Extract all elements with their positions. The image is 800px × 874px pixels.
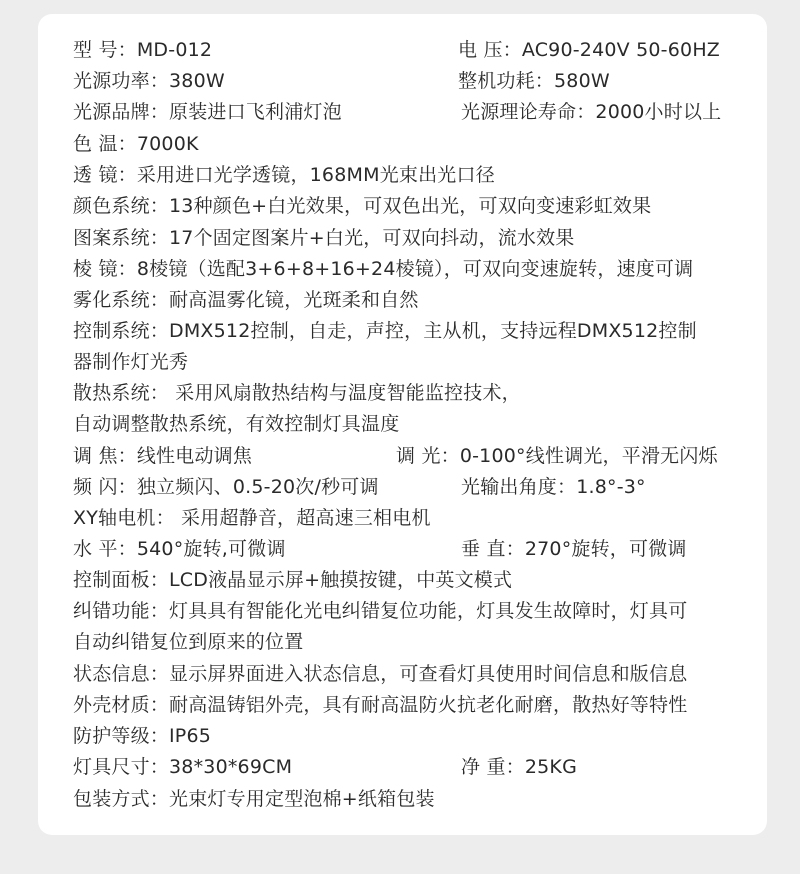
spec-color-temp: 色 温：7000K — [73, 133, 199, 155]
spec-strobe: 频 闪：独立频闪、0.5-20次/秒可调 — [73, 476, 379, 498]
spec-dimmer: 调 光：0-100°线性调光，平滑无闪烁 — [396, 445, 718, 467]
spec-prism: 棱 镜：8棱镜（选配3+6+8+16+24棱镜），可双向变速旋转，速度可调 — [73, 258, 694, 280]
spec-model: 型 号：MD-012 — [73, 39, 213, 61]
spec-voltage: 电 压：AC90-240V 50-60HZ — [458, 39, 721, 61]
spec-xy-motor: XY轴电机： 采用超静音，超高速三相电机 — [73, 507, 431, 529]
spec-focus: 调 焦：线性电动调焦 — [73, 445, 253, 467]
spec-pan: 水 平：540°旋转,可微调 — [73, 538, 286, 560]
spec-beam-angle: 光输出角度：1.8°-3° — [461, 476, 646, 498]
spec-protection: 防护等级：IP65 — [73, 725, 212, 747]
spec-lamp-life: 光源理论寿命：2000小时以上 — [461, 101, 722, 123]
spec-size: 灯具尺寸：38*30*69CM — [73, 756, 293, 778]
spec-error-correction: 纠错功能：灯具具有智能化光电纠错复位功能，灯具发生故障时，灯具可 — [73, 600, 688, 622]
spec-error-correction-cont: 自动纠错复位到原来的位置 — [73, 631, 304, 653]
spec-light-brand: 光源品牌：原装进口飞利浦灯泡 — [73, 101, 342, 123]
spec-status-info: 状态信息：显示屏界面进入状态信息，可查看灯具使用时间信息和版信息 — [73, 663, 688, 685]
spec-control-panel: 控制面板：LCD液晶显示屏+触摸按键，中英文模式 — [73, 569, 513, 591]
spec-color-system: 颜色系统：13种颜色+白光效果，可双色出光，可双向变速彩虹效果 — [73, 195, 652, 217]
spec-frost-system: 雾化系统：耐高温雾化镜，光斑柔和自然 — [73, 289, 419, 311]
spec-control-system-cont: 器制作灯光秀 — [73, 351, 189, 373]
spec-net-weight: 净 重：25KG — [461, 756, 577, 778]
spec-gobo-system: 图案系统：17个固定图案片+白光，可双向抖动，流水效果 — [73, 227, 575, 249]
spec-control-system: 控制系统：DMX512控制，自走，声控，主从机，支持远程DMX512控制 — [73, 320, 697, 342]
spec-packing: 包装方式：光束灯专用定型泡棉+纸箱包装 — [73, 788, 435, 810]
spec-lens: 透 镜：采用进口光学透镜，168MM光束出光口径 — [73, 164, 495, 186]
spec-cooling-system-cont: 自动调整散热系统，有效控制灯具温度 — [73, 413, 400, 435]
spec-total-power: 整机功耗：580W — [458, 70, 610, 92]
spec-cooling-system: 散热系统： 采用风扇散热结构与温度智能监控技术， — [73, 382, 521, 404]
spec-tilt: 垂 直：270°旋转，可微调 — [461, 538, 687, 560]
spec-housing: 外壳材质：耐高温铸铝外壳，具有耐高温防火抗老化耐磨，散热好等特性 — [73, 694, 688, 716]
spec-light-power: 光源功率：380W — [73, 70, 225, 92]
